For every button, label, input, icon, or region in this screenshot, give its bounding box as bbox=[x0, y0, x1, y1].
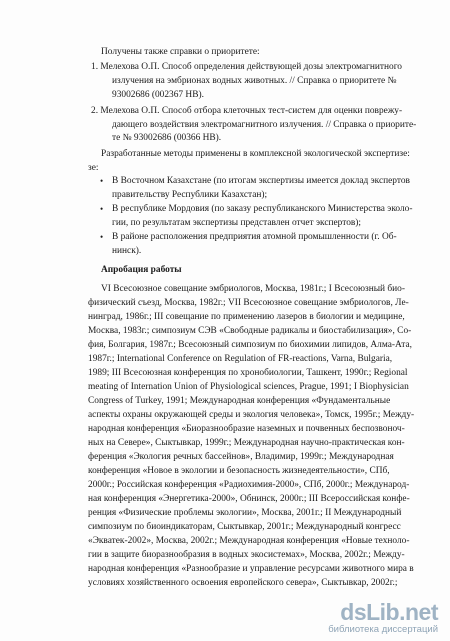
watermark-tagline: библиотека диссертаций bbox=[328, 624, 438, 635]
text-line: 1989; III Всесоюзная конференция по хронобиологии, Ташкент, 1990г.; Regional bbox=[88, 368, 408, 378]
text-line: условиях хозяйственного освоения европейского севера», Сыктывкар, 2002г.; bbox=[88, 578, 398, 588]
bullet-icon: • bbox=[100, 176, 104, 186]
text-line: 1987г.; International Conference on Regulation of FR-reactions, Varna, Bulgaria, bbox=[88, 354, 393, 364]
section-heading: Апробация работы bbox=[101, 265, 182, 275]
text-line: ференция «Экология речных бассейнов», Владимир, 1999г.; Международная bbox=[88, 452, 394, 462]
watermark-logo-main: dsLib bbox=[340, 599, 400, 625]
text-line: Получены также справки о приоритете: bbox=[101, 47, 260, 57]
text-line: симпозиум по биоиндикаторам, Сыктывкар, 2001г.; Международный конгресс bbox=[88, 522, 401, 532]
text-line: Разработанные методы применены в комплексной экологической экспертизе: bbox=[101, 149, 410, 159]
text-line: правительству Республики Казахстан); bbox=[112, 190, 268, 200]
text-line: В республике Мордовия (по заказу республиканского Министерства эколо- bbox=[112, 204, 413, 214]
text-line: конференция «Новое в экологии и безопасность жизнедеятельности», СПб, bbox=[88, 466, 390, 476]
text-line: те № 93002686 (00366 НВ). bbox=[112, 133, 222, 143]
text-line: 1. Мелехова О.П. Способ определения действующей дозы электромагнитного bbox=[91, 62, 402, 72]
text-line: meating of Internation Union of Physiological sciences, Prague, 1991; I Biophysician bbox=[88, 382, 409, 392]
text-line: ная конференция «Энергетика-2000», Обнинск, 2000г.; III Всероссийская конфе- bbox=[88, 494, 410, 504]
text-line: 2. Мелехова О.П. Способ отбора клеточных тест-систем для оценки поврежу- bbox=[91, 106, 403, 116]
text-line: ных на Севере», Сыктывкар, 1999г.; Международная научно-практическая кон- bbox=[88, 438, 405, 448]
text-line: аспекты охраны окружающей среды и экология человека», Томск, 1995г.; Между- bbox=[88, 410, 415, 420]
text-line: VI Всесоюзное совещание эмбриологов, Москва, 1981г.; I Всесоюзный био- bbox=[101, 284, 405, 294]
text-line: гии в защите биоразнообразия в водных экосистемах», Москва, 2002г.; Между- bbox=[88, 550, 405, 560]
text-line: дающего воздействия электромагнитного излучения. // Справка о приорите- bbox=[112, 120, 417, 130]
text-line: народная конференция «Биоразнообразие наземных и почвенных беспозвоноч- bbox=[88, 424, 405, 434]
text-line: гии, по результатам экспертизы представлен отчет экспертов); bbox=[112, 218, 362, 228]
watermark bbox=[308, 597, 438, 637]
text-line: Congress of Turkey, 1991; Международная конференция «Фундаментальные bbox=[88, 396, 391, 406]
text-line: физический съезд, Москва, 1982г.; VII Всесоюзное совещание эмбриологов, Ле- bbox=[88, 298, 409, 308]
text-line: народная конференция «Разнообразие и управление ресурсами животного мира в bbox=[88, 564, 414, 574]
text-line: «Экватек-2002», Москва, 2002г.; Международная конференция «Новые техноло- bbox=[88, 536, 410, 546]
text-line: В Восточном Казахстане (по итогам экспертизы имеется доклад экспертов bbox=[112, 176, 410, 186]
watermark-logo-tld: .net bbox=[399, 599, 438, 625]
text-line: ренция «Физические проблемы экологии», Москва, 2001г.; II Международный bbox=[88, 508, 402, 518]
text-line: зе: bbox=[88, 163, 99, 173]
text-line: нинск). bbox=[112, 246, 142, 256]
text-line: 2000г.; Российская конференция «Радиохимия-2000», СПб, 2000г.; Международ- bbox=[88, 480, 410, 490]
text-line: Москва, 1983г.; симпозиум СЭВ «Свободные радикалы и биостабилизация», Со- bbox=[88, 326, 412, 336]
text-line: 93002686 (002367 НВ). bbox=[112, 90, 204, 100]
text-line: излучения на эмбрионах водных животных. // Справка о приоритете № bbox=[112, 76, 397, 86]
watermark-logo bbox=[340, 599, 438, 626]
bullet-icon: • bbox=[100, 204, 104, 214]
text-line: В районе расположения предприятия атомной промышленности (г. Об- bbox=[112, 232, 397, 242]
text-line: нинград, 1986г.; III совещание по применению лазеров в биологии и медицине, bbox=[88, 312, 405, 322]
bullet-icon: • bbox=[100, 232, 104, 242]
text-line: фия, Болгария, 1987г.; Всесоюзный симпозиум по биохимии липидов, Алма-Ата, bbox=[88, 340, 413, 350]
